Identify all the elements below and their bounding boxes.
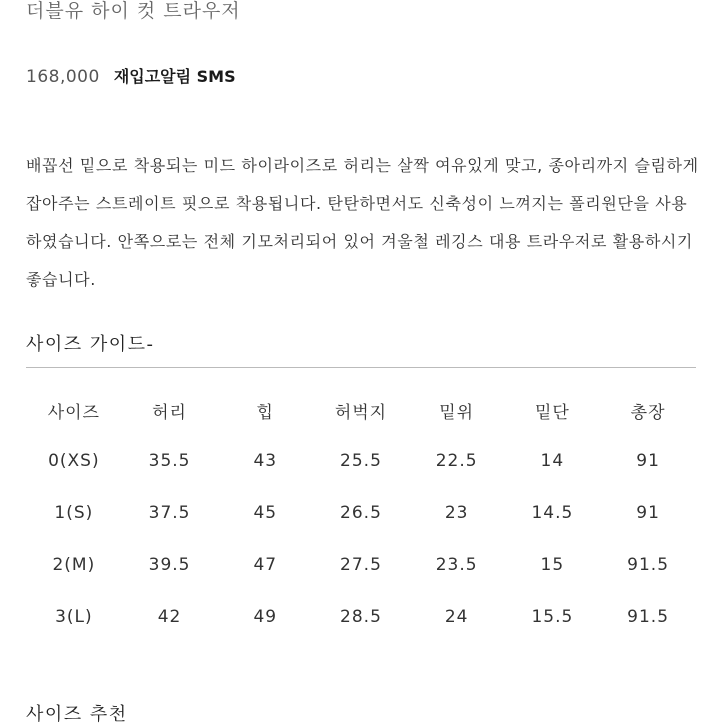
table-cell: 23 [444, 503, 469, 523]
table-cell: 42 [157, 607, 182, 627]
table-cell: 1(S) [54, 503, 94, 523]
table-cell: 22.5 [435, 451, 478, 471]
size-guide-title: 사이즈 가이드- [26, 334, 155, 355]
product-title: 더블유 하이 컷 트라우저 [26, 0, 241, 22]
header-length: 총장 [630, 402, 666, 423]
header-thigh: 허벅지 [334, 402, 388, 423]
table-cell: 0(XS) [48, 451, 100, 471]
divider [26, 367, 696, 368]
table-header-row [26, 385, 696, 435]
table-cell: 26.5 [340, 503, 382, 523]
table-cell: 24 [444, 607, 469, 627]
price-row [26, 64, 236, 87]
table-cell: 47 [253, 555, 278, 575]
header-waist: 허리 [152, 402, 187, 423]
table-cell: 25.5 [340, 451, 382, 471]
table-cell: 14.5 [531, 503, 574, 523]
table-row [26, 487, 696, 539]
table-cell: 91.5 [627, 607, 670, 627]
table-cell: 43 [253, 451, 278, 471]
table-cell: 23.5 [435, 555, 478, 575]
table-row [26, 435, 696, 487]
header-hem: 밑단 [534, 402, 570, 423]
table-cell: 15 [540, 555, 565, 575]
table-cell: 2(M) [52, 555, 96, 575]
table-row [26, 591, 696, 643]
product-price: 168,000 [26, 67, 100, 87]
table-cell: 91.5 [627, 555, 670, 575]
table-cell: 91 [636, 451, 660, 471]
table-cell: 49 [253, 607, 278, 627]
header-rise: 밑위 [439, 402, 475, 423]
header-hip: 힙 [256, 402, 274, 423]
table-cell: 27.5 [340, 555, 382, 575]
size-guide-table [26, 385, 696, 643]
table-cell: 37.5 [148, 503, 191, 523]
table-cell: 3(L) [55, 607, 93, 627]
table-cell: 39.5 [148, 555, 191, 575]
table-cell: 35.5 [148, 451, 191, 471]
table-cell: 91 [636, 503, 660, 523]
table-cell: 28.5 [340, 607, 382, 627]
table-cell: 15.5 [531, 607, 574, 627]
header-size: 사이즈 [47, 402, 100, 423]
restock-sms-button[interactable]: 재입고알림 SMS [113, 67, 236, 86]
size-recommend-title: 사이즈 추천 [26, 704, 128, 725]
table-row [26, 539, 696, 591]
table-cell: 45 [253, 503, 278, 523]
table-cell: 14 [540, 451, 565, 471]
product-description: 배꼽선 밑으로 착용되는 미드 하이라이즈로 허리는 살짝 여유있게 맞고, 종아리까지 슬림하게 잡아주는 스트레이트 핏으로 착용됩니다. 탄탄하면서도 신축성이 느껴지는 폴리원단을 사용하였습니다. 안쪽으로는 전체 기모처리되어 있어 겨울철 레깅스 대용 트라우저로 활용하시기 좋습니다. [26, 156, 699, 289]
